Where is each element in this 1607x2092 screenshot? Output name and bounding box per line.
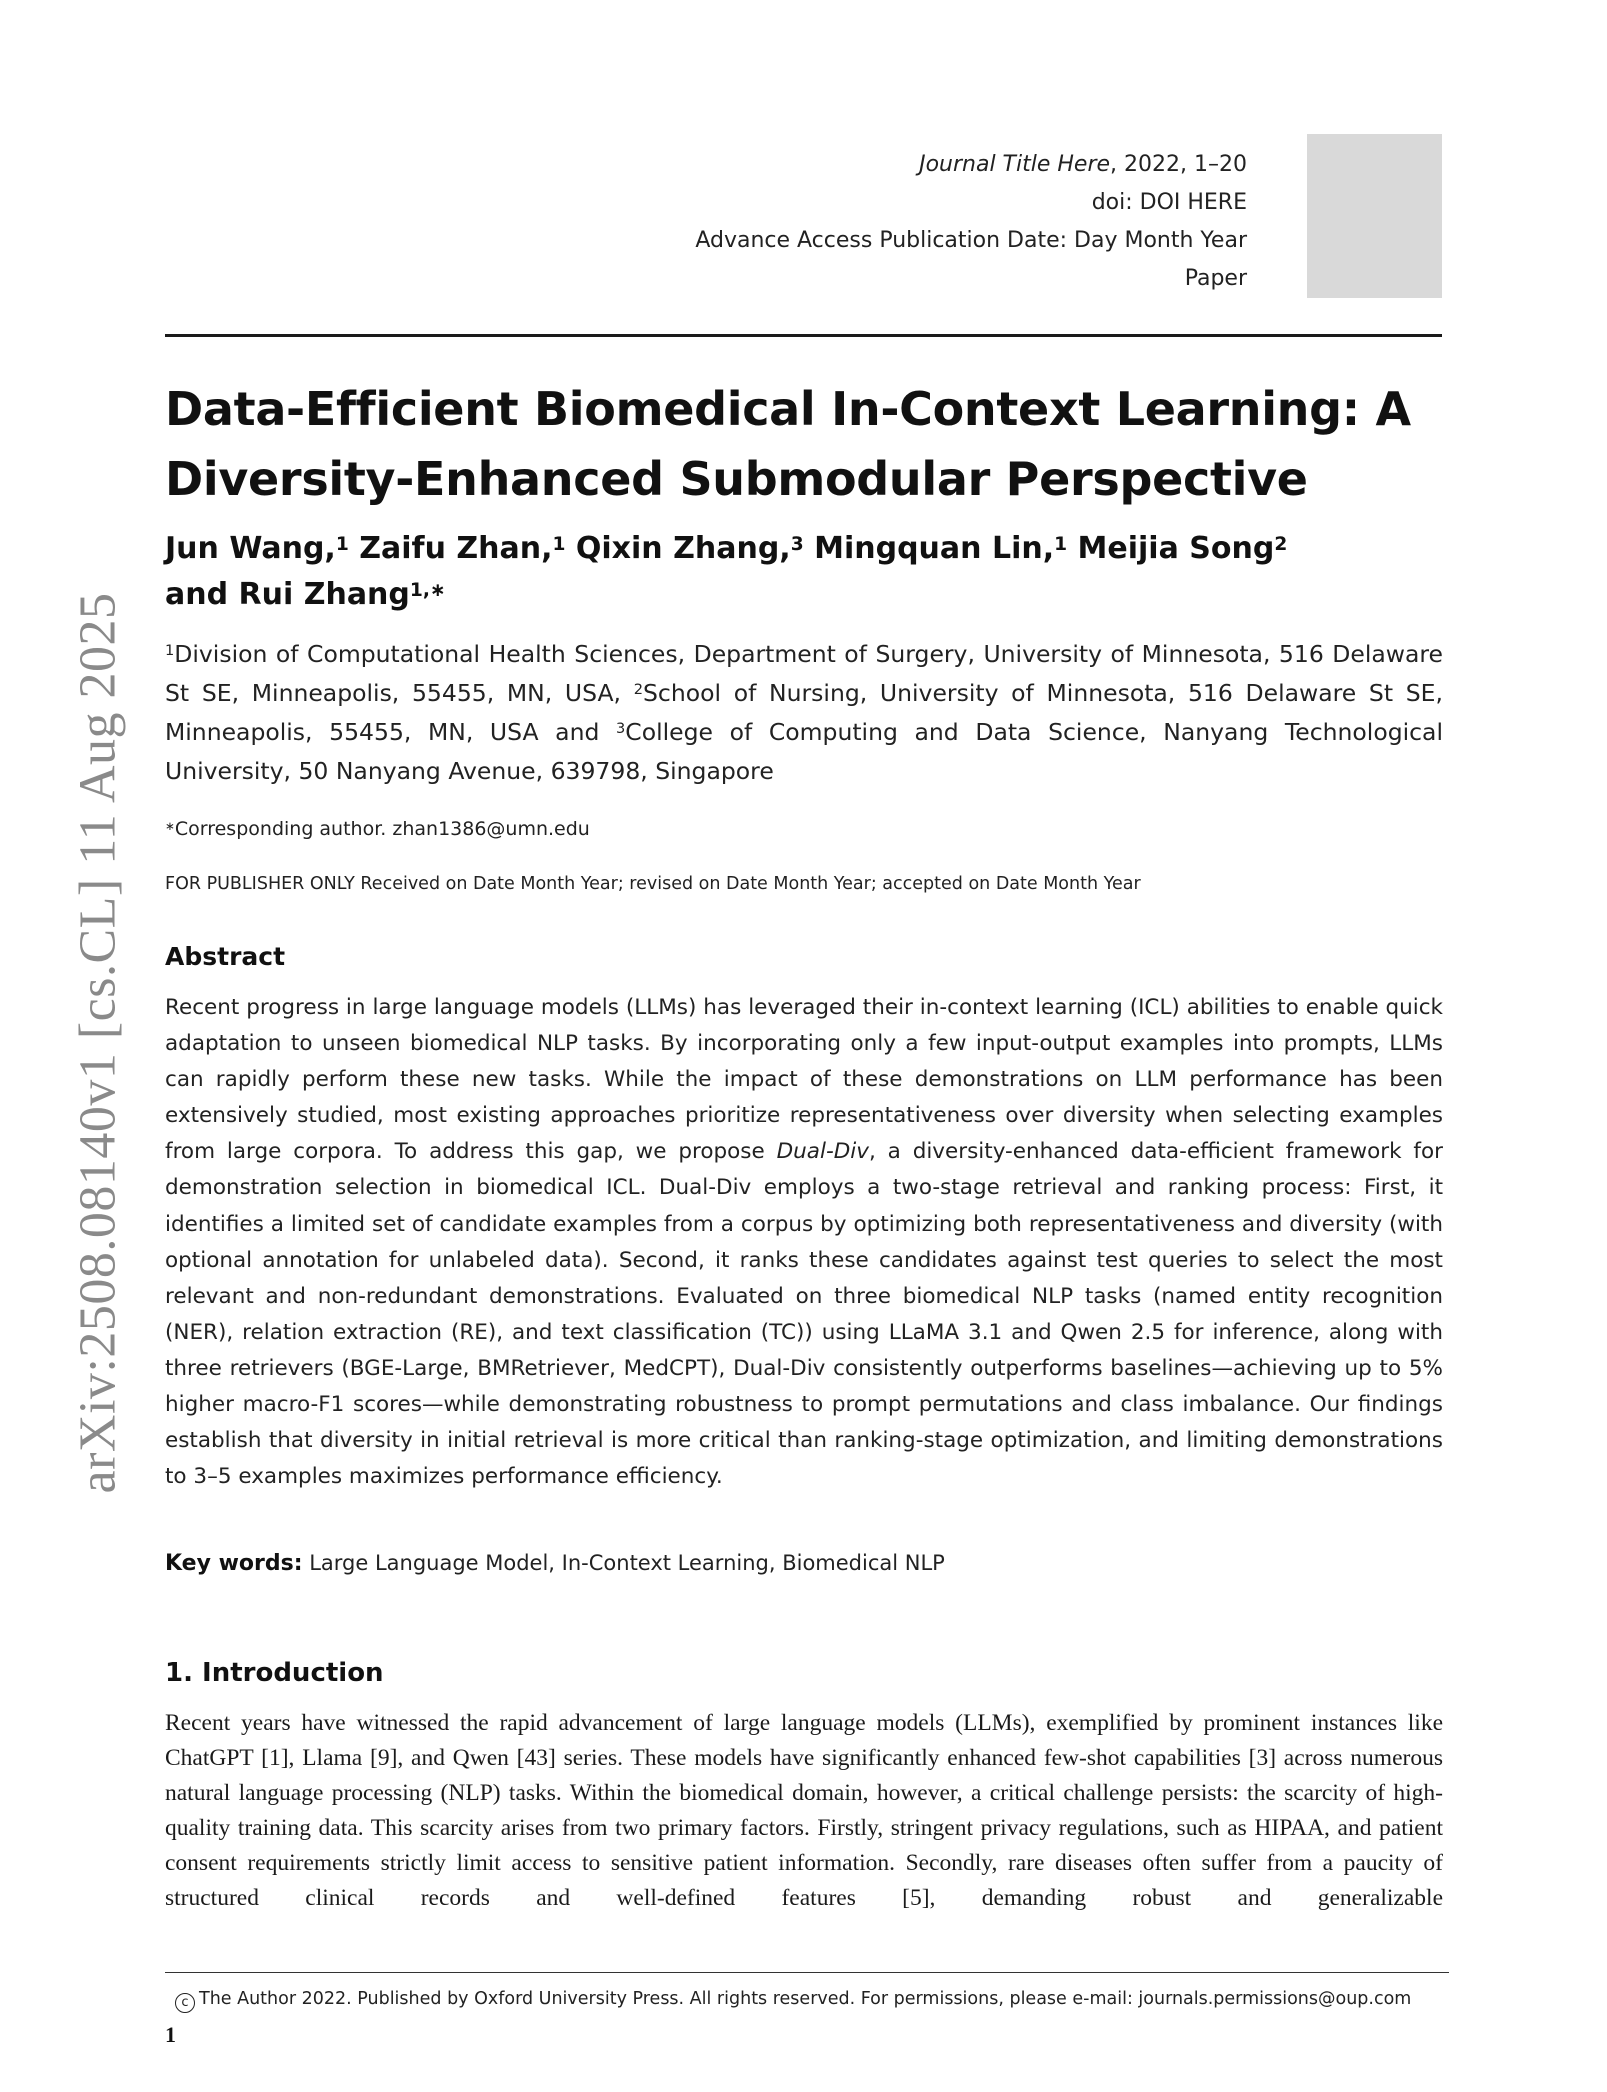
- corresponding-author: ∗Corresponding author. zhan1386@umn.edu: [165, 818, 590, 840]
- publication-date-line: Advance Access Publication Date: Day Month Year: [695, 228, 1247, 253]
- author: and Rui Zhang$^{1,∗}$: [165, 577, 446, 612]
- affiliation-2: School of Nursing, University of Minnesota, 516 Delaware St SE, Minneapolis, 55455, MN, USA and: [165, 679, 1443, 746]
- copyright-notice: c The Author 2022. Published by Oxford University Press. All rights reserved. For permissions, please e-mail: journals.permissions@oup.com: [165, 1986, 1455, 2013]
- keywords: [165, 1546, 1443, 1581]
- header-rule: [165, 334, 1442, 337]
- author: Qixin Zhang,$^3$: [575, 531, 804, 566]
- journal-header: [487, 146, 1247, 298]
- publisher-note: FOR PUBLISHER ONLY Received on Date Month Year; revised on Date Month Year; accepted on Date Month Year: [165, 874, 1141, 894]
- author: Jun Wang,$^1$: [165, 531, 349, 566]
- journal-title: Journal Title Here: [919, 152, 1111, 177]
- journal-logo-placeholder: [1307, 134, 1442, 298]
- paper-title: Data-Efficient Biomedical In-Context Learning: A Diversity-Enhanced Submodular Perspective: [165, 382, 1411, 506]
- section-heading-introduction: 1. Introduction: [165, 1658, 384, 1688]
- introduction-body: Recent years have witnessed the rapid advancement of large language models (LLMs), exemplified by prominent instances like ChatGPT [1], Llama [9], and Qwen [43] series. These models have significantly enhanced few-shot capabilities [3] across numerous natural language processing (NLP) tasks. Within the biomedical domain, however, a critical challenge persists: the scarcity of high-quality training data. This scarcity arises from two primary factors. Firstly, stringent privacy regulations, such as HIPAA, and patient consent requirements strictly limit access to sensitive patient information. Secondly, rare diseases often suffer from a paucity of structured clinical records and well-defined features [5], demanding robust and generalizable: [165, 1710, 1443, 1911]
- author: Meijia Song$^2$: [1077, 531, 1288, 566]
- affiliation-3: College of Computing and Data Science, Nanyang Technological University, 50 Nanyang Avenue, 639798, Singapore: [165, 718, 1443, 785]
- article-type: Paper: [1184, 266, 1247, 291]
- copyright-icon: c: [175, 1993, 195, 2013]
- method-name: Dual-Div: [776, 1139, 869, 1165]
- abstract-body: Recent progress in large language models (LLMs) has leveraged their in-context learning (ICL) abilities to enable quick adaptation to unseen biomedical NLP tasks. By incorporating only a few input-output examples into prompts, LLMs can rapidly perform these new tasks. While the impact of these demonstrations on LLM performance has been extensively studied, most existing approaches prioritize representativeness over diversity when selecting examples from large corpora. To address this gap, we propose Dual-Div, a diversity-enhanced data-efficient framework for demonstration selection in biomedical ICL. Dual-Div employs a two-stage retrieval and ranking process: First, it identifies a limited set of candidate examples from a corpus by optimizing both representativeness and diversity (with optional annotation for unlabeled data). Second, it ranks these candidates against test queries to select the most relevant and non-redundant demonstrations. Evaluated on three biomedical NLP tasks (named entity recognition (NER), relation extraction (RE), and text classification (TC)) using LLaMA 3.1 and Qwen 2.5 for inference, along with three retrievers (BGE-Large, BMRetriever, MedCPT), Dual-Div consistently outperforms baselines—achieving up to 5% higher macro-F1 scores—while demonstrating robustness to prompt permutations and class imbalance. Our findings establish that diversity in initial retrieval is more critical than ranking-stage optimization, and limiting demonstrations to 3–5 examples maximizes performance efficiency.: [165, 995, 1443, 1490]
- affiliations: $^1$Division of Computational Health Sciences, Department of Surgery, University of Minnesota, 516 Delaware St SE, Minneapolis, 55455, MN, USA, $^2$School of Nursing, University of Minnesota, 516 Delaware St SE, Minneapolis, 55455, MN, USA and $^3$College of Computing and Data Science, Nanyang Technological University, 50 Nanyang Avenue, 639798, Singapore: [165, 640, 1443, 785]
- keywords-label: Key words:: [165, 1551, 303, 1576]
- affiliation-1: Division of Computational Health Sciences, Department of Surgery, University of Minnesota, 516 Delaware St SE, Minneapolis, 55455, MN, USA,: [165, 640, 1443, 707]
- author: Mingquan Lin,$^1$: [814, 531, 1068, 566]
- page-number: 1: [165, 2022, 176, 2047]
- journal-citation-line: [487, 146, 1247, 184]
- author: Zaifu Zhan,$^1$: [359, 531, 566, 566]
- journal-meta: , 2022, 1–20: [1110, 152, 1247, 177]
- keywords-list: Large Language Model, In-Context Learning, Biomedical NLP: [302, 1551, 945, 1575]
- doi-line: doi: DOI HERE: [1091, 190, 1247, 215]
- footer-rule: [165, 1972, 1449, 1973]
- author-list: [165, 526, 1445, 618]
- arxiv-identifier-stamp: arXiv:2508.08140v1 [cs.CL] 11 Aug 2025: [69, 592, 127, 1494]
- abstract-heading: Abstract: [165, 942, 286, 971]
